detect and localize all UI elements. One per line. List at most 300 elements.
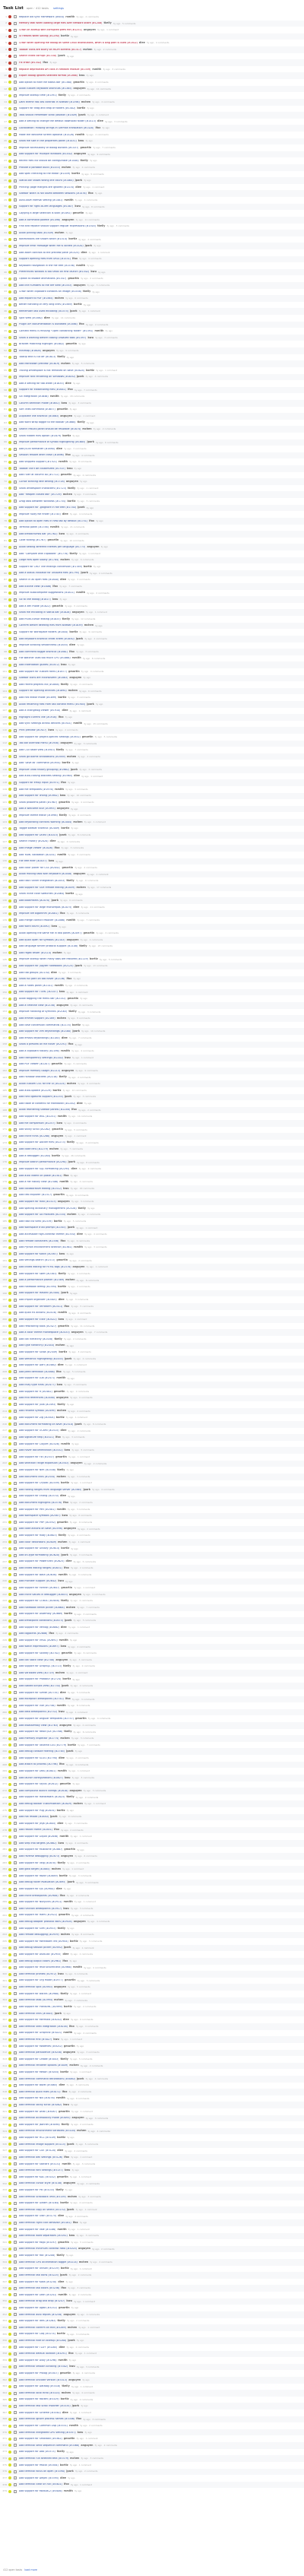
task-author[interactable]: gmartin [67, 997, 79, 1001]
task-row[interactable] [0, 1591, 304, 1598]
task-title-link[interactable]: Add support for Bash (#2636) [19, 1573, 57, 1576]
task-row[interactable] [0, 1100, 304, 1107]
task-title-link[interactable]: Go to line dialog (#1817) [19, 598, 51, 601]
task-author[interactable]: kwu [59, 1252, 65, 1255]
task-title-link[interactable]: Add sync settings across devices (#1921) [19, 722, 72, 725]
task-row[interactable] [0, 570, 304, 577]
task-row[interactable] [0, 1140, 304, 1147]
task-row[interactable] [0, 557, 304, 564]
task-title-link[interactable]: Add folding ranges from language server (#2565) [19, 1488, 82, 1491]
task-title-link[interactable]: Add debug hover evaluation (#2895) [19, 1881, 66, 1884]
task-title-link[interactable]: Add support for Erlang (#2570) [19, 1495, 59, 1498]
task-title-link[interactable]: Add support for Meson (#3054) [19, 2071, 59, 2073]
task-title-link[interactable]: Add support for Smalltalk (#3362) [19, 2438, 62, 2441]
task-author[interactable]: rsmith [54, 787, 64, 791]
task-row[interactable] [0, 773, 304, 780]
task-title-link[interactable]: Printing: page margins are ignored (#1470) [19, 186, 74, 189]
task-author[interactable]: mchen [66, 1081, 77, 1085]
task-row[interactable] [0, 924, 304, 931]
task-title-link[interactable]: Add support for Rust (#2323) [19, 1200, 56, 1203]
task-row[interactable] [0, 1742, 304, 1749]
task-row[interactable] [0, 2364, 304, 2371]
task-author[interactable]: mchen [60, 1736, 70, 1740]
task-author[interactable]: gmartin [52, 604, 64, 608]
task-author[interactable]: jpark [81, 571, 88, 575]
task-title-link[interactable]: Crash when clipboard contains an image (#1558) [19, 290, 81, 293]
task-title-link[interactable]: Preferences window is too small on first launch (#1542) [19, 271, 90, 274]
task-row[interactable] [0, 2141, 304, 2148]
task-title-link[interactable]: Add terminal right click behavior (#3181) [19, 2222, 71, 2225]
task-author[interactable]: gmartin [74, 1717, 87, 1721]
task-row[interactable] [0, 1991, 304, 1997]
task-row[interactable] [0, 1231, 304, 1238]
task-row[interactable] [0, 367, 304, 374]
task-title-link[interactable]: Add terminal environment variables (#3104) [19, 2130, 76, 2133]
task-title-link[interactable]: Add terminal split (#2983) [19, 1986, 52, 1989]
task-title-link[interactable]: Add support for KDL (#3142) [19, 2175, 56, 2178]
task-author[interactable]: bortiz [59, 1350, 68, 1353]
task-title-link[interactable]: Status bar shows wrong line count (#1464) [19, 179, 74, 182]
task-author[interactable]: mchen [67, 1213, 77, 1217]
task-row[interactable] [0, 1604, 304, 1611]
task-author[interactable]: tkelly [57, 1861, 65, 1864]
task-title-link[interactable]: Add terminal tab icons (#3225) [19, 2273, 59, 2276]
task-row[interactable] [0, 2187, 304, 2194]
task-row[interactable] [0, 2056, 304, 2063]
task-row[interactable] [0, 688, 304, 695]
task-title-link[interactable]: Improve diff algorithm (#2081) [19, 912, 59, 915]
task-title-link[interactable]: Add line numbers to the diff view (#1553) [19, 284, 72, 287]
task-row[interactable] [0, 472, 304, 479]
task-row[interactable] [0, 1624, 304, 1631]
task-title-link[interactable]: Add terminal scrollback limit (#3159) [19, 2195, 66, 2198]
task-row[interactable] [0, 335, 304, 341]
task-title-link[interactable]: Add support for Assembly (#2669) [19, 1613, 63, 1616]
task-author[interactable]: rsmith [56, 1507, 66, 1511]
task-author[interactable]: rsmith [57, 1115, 67, 1118]
task-author[interactable]: rsmith [63, 1900, 73, 1904]
task-title-link[interactable]: Add terminal command decorations (#3060) [19, 2077, 75, 2080]
task-author[interactable]: rsmith [58, 460, 68, 464]
task-author[interactable]: lfox [54, 1828, 59, 1832]
task-title-link[interactable]: Add a color theme marketplace (#2433) [19, 1331, 70, 1334]
task-title-link[interactable]: Add word count (#2092) [19, 925, 50, 928]
task-author[interactable]: rsmith [62, 2162, 71, 2165]
task-row[interactable] [0, 563, 304, 570]
task-title-link[interactable]: Add inline values in debugger (#2653) [19, 1593, 68, 1596]
task-title-link[interactable]: Add a command palette (#1498) [19, 218, 61, 221]
task-title-link[interactable]: Add support for Docker files (#2273) [19, 1141, 65, 1144]
task-title-link[interactable]: Add goto target (#2884) [19, 1868, 50, 1871]
task-title-link[interactable]: Add breakpoint conditions (#2675) [19, 1619, 63, 1622]
task-row[interactable] [0, 1814, 304, 1821]
task-title-link[interactable]: Add table of contents for Markdown (#2240) [19, 1102, 75, 1105]
task-row[interactable] [0, 1120, 304, 1127]
task-title-link[interactable]: Add support for PHP (#2592) [19, 1521, 55, 1524]
task-row[interactable] [0, 27, 304, 33]
task-author[interactable]: dlee [56, 446, 63, 450]
task-author[interactable]: gmartin [53, 1193, 65, 1197]
task-author[interactable]: mchen [54, 1998, 64, 2002]
task-row[interactable] [0, 1664, 304, 1670]
task-author[interactable]: rsmith [73, 722, 83, 725]
task-title-link[interactable]: Trailing whitespace is not removed on save (#1624) [19, 369, 85, 372]
task-title-link[interactable]: Add inline breakpoints (#2906) [19, 1894, 59, 1897]
task-title-link[interactable]: Add Python environment selector (#2361) [19, 1246, 72, 1249]
task-author[interactable]: anguyen [69, 676, 82, 680]
task-row[interactable] [0, 1251, 304, 1258]
task-author[interactable]: anguyen [55, 1658, 68, 1661]
task-row[interactable] [0, 1198, 304, 1205]
task-author[interactable]: kwu [69, 2365, 75, 2368]
task-row[interactable] [0, 1820, 304, 1827]
task-row[interactable] [0, 1349, 304, 1356]
task-author[interactable]: tkelly [56, 2254, 65, 2257]
task-row[interactable] [0, 727, 304, 734]
task-title-link[interactable]: Add code lens (#2279) [19, 1148, 48, 1151]
task-author[interactable]: rsmith [65, 14, 75, 18]
task-author[interactable]: tkelly [63, 1664, 71, 1668]
task-row[interactable] [0, 1657, 304, 1664]
task-row[interactable] [0, 596, 304, 603]
task-row[interactable] [0, 66, 304, 73]
task-author[interactable]: tkelly [60, 2057, 68, 2060]
task-title-link[interactable]: Show file encoding in status bar (#1828) [19, 611, 71, 614]
task-title-link[interactable]: Add refactoring tools (#2427) [19, 1324, 57, 1328]
task-row[interactable] [0, 1539, 304, 1546]
task-author[interactable]: bortiz [69, 1939, 78, 1943]
task-row[interactable] [0, 256, 304, 263]
task-author[interactable]: mchen [66, 754, 77, 758]
task-row[interactable] [0, 99, 304, 106]
task-row[interactable] [0, 1087, 304, 1094]
task-row[interactable] [0, 2246, 304, 2253]
task-row[interactable] [0, 760, 304, 766]
task-title-link[interactable]: Add option to hide the status bar (#1380) [19, 81, 72, 84]
task-author[interactable]: rsmith [56, 1376, 66, 1380]
task-author[interactable]: anguyen [55, 1396, 68, 1400]
task-title-link[interactable]: Support for opening archives (#1894) [19, 690, 67, 693]
task-row[interactable] [0, 2239, 304, 2246]
task-row[interactable] [0, 1401, 304, 1408]
task-author[interactable]: lfox [76, 2417, 82, 2421]
task-title-link[interactable]: Add support for WSL (#2251) [19, 1115, 56, 1118]
task-row[interactable] [0, 1343, 304, 1350]
task-author[interactable]: bortiz [62, 433, 71, 437]
task-row[interactable] [0, 1892, 304, 1899]
task-author[interactable]: jpark [61, 1291, 68, 1295]
task-row[interactable] [0, 668, 304, 675]
task-row[interactable] [0, 675, 304, 682]
task-row[interactable] [0, 1395, 304, 1402]
task-title-link[interactable]: Export dialog ignores selected format (#1366) [19, 75, 78, 78]
task-author[interactable]: gmartin [56, 408, 68, 411]
task-row[interactable] [0, 1172, 304, 1179]
task-row[interactable] [0, 590, 304, 597]
task-author[interactable]: kwu [63, 2103, 69, 2107]
task-row[interactable] [0, 1644, 304, 1651]
task-row[interactable] [0, 721, 304, 728]
task-row[interactable] [0, 1513, 304, 1520]
task-title-link[interactable]: Plugin API documentation is outdated (#1586) [19, 323, 78, 326]
task-author[interactable]: bortiz [60, 2201, 69, 2205]
task-author[interactable]: tkelly [55, 747, 65, 751]
task-author[interactable]: kwu [58, 1579, 64, 1583]
task-row[interactable] [0, 387, 304, 394]
task-title-link[interactable]: Add file comparison (#2257) [19, 1121, 55, 1125]
task-title-link[interactable]: Add call hierarchy (#2438) [19, 1337, 53, 1340]
task-row[interactable] [0, 275, 304, 282]
task-row[interactable] [0, 1677, 304, 1683]
task-author[interactable]: kwu [56, 1383, 63, 1387]
task-title-link[interactable]: Add indentation guides (#1872) [19, 663, 60, 666]
task-author[interactable]: dlee [62, 2018, 69, 2022]
task-title-link[interactable]: Tab bar overflow menu (#1938) [19, 742, 59, 745]
task-author[interactable]: anguyen [83, 27, 96, 31]
task-author[interactable]: anguyen [87, 545, 100, 549]
task-row[interactable] [0, 1166, 304, 1172]
task-author[interactable]: jpark [87, 440, 94, 444]
task-title-link[interactable]: Improve accessibility of dialog buttons (#1437) [19, 146, 79, 149]
task-title-link[interactable]: Keyboard navigation in the file tree (#1536) [19, 264, 74, 267]
task-row[interactable] [0, 694, 304, 701]
task-title-link[interactable]: Add spell checking to the editor (#1459) [19, 173, 71, 176]
task-author[interactable]: rsmith [59, 1638, 68, 1642]
task-row[interactable] [0, 2016, 304, 2023]
task-author[interactable]: bortiz [58, 696, 67, 700]
task-title-link[interactable]: Add support for Org mode (#2977) [19, 1979, 63, 1982]
task-row[interactable] [0, 1833, 304, 1840]
task-row[interactable] [0, 407, 304, 414]
task-title-link[interactable]: Add terminal shell integration (#3016) [19, 2025, 68, 2028]
task-author[interactable]: lfox [52, 584, 59, 588]
task-row[interactable] [0, 1978, 304, 1984]
task-title-link[interactable]: Add debug toolbar customization (#2829) [19, 1803, 72, 1806]
task-author[interactable]: jpark [72, 1029, 80, 1033]
task-row[interactable] [0, 1585, 304, 1591]
task-author[interactable]: gmartin [63, 2437, 75, 2441]
task-title-link[interactable]: Add data breakpoints (#2752) [19, 1711, 58, 1714]
task-row[interactable] [0, 642, 304, 649]
task-row[interactable] [0, 1794, 304, 1801]
task-author[interactable]: kwu [74, 205, 81, 208]
task-title-link[interactable]: Add support for TOML (#2147) [19, 991, 58, 994]
task-title-link[interactable]: Add variables view (#2719) [19, 1671, 54, 1674]
task-row[interactable] [0, 1965, 304, 1972]
task-row[interactable] [0, 1480, 304, 1487]
task-row[interactable] [0, 2030, 304, 2037]
task-row[interactable] [0, 2219, 304, 2226]
task-row[interactable] [0, 308, 304, 315]
task-author[interactable]: jpark [75, 636, 84, 640]
task-title-link[interactable]: Add support for Go modules (#2334) [19, 1213, 66, 1217]
task-title-link[interactable]: Add auto-update (#2229) [19, 1089, 52, 1092]
task-title-link[interactable]: Add workspace trust prompt (#2345) [19, 1226, 66, 1229]
task-row[interactable] [0, 491, 304, 498]
task-row[interactable] [0, 1408, 304, 1415]
task-row[interactable] [0, 1061, 304, 1068]
task-row[interactable] [0, 1997, 304, 2004]
task-author[interactable]: jpark [78, 506, 85, 509]
task-author[interactable]: kwu [61, 662, 67, 666]
task-row[interactable] [0, 1912, 304, 1919]
task-row[interactable] [0, 1932, 304, 1939]
task-row[interactable] [0, 655, 304, 662]
task-author[interactable]: rsmith [55, 2096, 65, 2100]
task-row[interactable] [0, 1212, 304, 1219]
task-author[interactable]: jpark [74, 178, 83, 182]
task-title-link[interactable]: Add a zen mode (#1822) [19, 604, 51, 608]
task-row[interactable] [0, 2409, 304, 2416]
task-author[interactable]: gmartin [58, 1324, 69, 1328]
task-author[interactable]: lfox [61, 780, 67, 784]
task-title-link[interactable]: Search index corrupt (#1330) [19, 55, 57, 58]
task-author[interactable]: jpark [51, 898, 59, 902]
task-row[interactable] [0, 164, 304, 171]
task-row[interactable] [0, 1113, 304, 1120]
task-author[interactable]: jpark [61, 1553, 68, 1556]
task-title-link[interactable]: Add support for VHDL (#2691) [19, 1639, 58, 1642]
task-row[interactable] [0, 2370, 304, 2377]
task-title-link[interactable]: Add a debugger (#2284) [19, 1154, 51, 1157]
task-title-link[interactable]: Allow setting different themes per language (#1773) [19, 546, 86, 549]
task-author[interactable]: anguyen [71, 1331, 84, 1334]
task-title-link[interactable]: Provide a portable build (#1453) [19, 166, 61, 169]
task-row[interactable] [0, 400, 304, 407]
task-row[interactable] [0, 1160, 304, 1166]
task-title-link[interactable]: Add color decorators (#2609) [19, 1540, 57, 1543]
task-row[interactable] [0, 1127, 304, 1134]
task-author[interactable]: tkelly [67, 486, 76, 490]
task-author[interactable]: jpark [67, 2142, 74, 2146]
task-author[interactable]: rsmith [71, 656, 81, 660]
task-author[interactable]: bortiz [86, 368, 94, 372]
task-title-link[interactable]: Add transparency settings (#2202) [19, 1056, 64, 1059]
task-title-link[interactable]: Add comment toggle shortcut (#1861) [19, 650, 68, 653]
task-author[interactable]: dlee [60, 1625, 67, 1629]
task-title-link[interactable]: Add call stack view (#2708) [19, 1658, 55, 1661]
task-title-link[interactable]: Add support for Starlark (#3131) [19, 2162, 61, 2165]
task-author[interactable]: lfox [59, 912, 65, 915]
task-author[interactable]: mchen [70, 2456, 80, 2460]
task-row[interactable] [0, 525, 304, 531]
task-title-link[interactable]: Add a clipboard history (#2196) [19, 1049, 59, 1052]
task-title-link[interactable]: Add word wrap toggle to the toolbar (#1668) [19, 421, 76, 424]
task-row[interactable] [0, 1781, 304, 1788]
task-author[interactable]: gmartin [61, 1651, 73, 1654]
task-author[interactable]: dlee [57, 1821, 64, 1825]
task-author[interactable]: bortiz [56, 1808, 65, 1812]
task-author[interactable]: lfox [58, 715, 64, 719]
task-title-link[interactable]: Add color picker for CSS (#2042) [19, 866, 61, 869]
task-author[interactable]: dlee [74, 774, 81, 778]
task-title-link[interactable]: Add support for Pascal (#3384) [19, 2463, 59, 2467]
task-title-link[interactable]: Add terminal font settings (#3137) [19, 2169, 63, 2172]
task-author[interactable]: lfox [63, 1500, 69, 1504]
task-author[interactable]: jpark [59, 833, 67, 836]
task-author[interactable]: mchen [55, 1344, 65, 1347]
task-author[interactable]: dlee [71, 1166, 78, 1170]
task-row[interactable] [0, 1722, 304, 1729]
task-author[interactable]: kwu [48, 859, 55, 863]
task-author[interactable]: bortiz [60, 2267, 69, 2270]
task-title-link[interactable]: Add terminal word separators (#3192) [19, 2235, 68, 2238]
task-author[interactable]: mchen [56, 1474, 66, 1478]
task-title-link[interactable]: Add support for Datalog (#3318) [19, 2385, 61, 2388]
task-author[interactable]: tkelly [78, 1206, 86, 1210]
task-author[interactable]: kwu [58, 1972, 64, 1975]
task-title-link[interactable]: Add support for COBOL (#2658) [19, 1600, 60, 1603]
task-title-link[interactable]: Add terminal tab colors (#3236) [19, 2287, 60, 2290]
task-title-link[interactable]: Add task runner integration (#2053) [19, 880, 65, 883]
task-title-link[interactable]: Add zoom controls to the preview pane (#1525) [19, 251, 80, 254]
task-row[interactable] [0, 2331, 304, 2338]
task-row[interactable] [0, 315, 304, 322]
task-title-link[interactable]: Add "Reopen closed tab" (#1729) [19, 493, 62, 496]
task-row[interactable] [0, 1546, 304, 1553]
task-author[interactable]: kwu [53, 2037, 59, 2041]
task-title-link[interactable]: Add support for Mojo (#3197) [19, 2241, 57, 2244]
task-row[interactable] [0, 2416, 304, 2423]
task-author[interactable]: mchen [78, 2260, 89, 2264]
task-author[interactable]: dlee [58, 1298, 65, 1302]
task-row[interactable] [0, 125, 304, 132]
task-row[interactable] [0, 603, 304, 610]
task-title-link[interactable]: Add support for Vale (#3186) [19, 2228, 56, 2231]
task-author[interactable]: bortiz [60, 34, 69, 38]
task-title-link[interactable]: Show whitespace characters (#1723) [19, 487, 66, 490]
task-author[interactable]: mchen [76, 885, 86, 889]
task-row[interactable] [0, 2121, 304, 2128]
task-title-link[interactable]: Cursor blinking rate setting (#1718) [19, 480, 65, 483]
task-author[interactable]: mchen [60, 558, 70, 562]
task-row[interactable] [0, 832, 304, 839]
task-title-link[interactable]: Add Markdown preview (#1619) [19, 362, 60, 365]
task-author[interactable]: mchen [81, 100, 91, 103]
task-row[interactable] [0, 1840, 304, 1847]
task-title-link[interactable]: Add support for Scheme (#3340) [19, 2411, 61, 2414]
task-row[interactable] [0, 2194, 304, 2200]
task-author[interactable]: rsmith [57, 1769, 67, 1772]
task-author[interactable]: rsmith [75, 132, 85, 136]
task-author[interactable]: jpark [76, 2076, 84, 2080]
task-row[interactable] [0, 1264, 304, 1271]
task-author[interactable]: anguyen [68, 1592, 81, 1596]
task-row[interactable] [0, 2279, 304, 2286]
task-title-link[interactable]: Add support for SQL formatting (#2295) [19, 1167, 70, 1170]
task-row[interactable] [0, 1454, 304, 1461]
task-row[interactable] [0, 1441, 304, 1448]
task-author[interactable]: lfox [87, 192, 93, 195]
task-author[interactable]: kwu [48, 728, 54, 732]
task-author[interactable]: anguyen [53, 1985, 66, 1989]
task-row[interactable] [0, 1363, 304, 1369]
task-author[interactable]: bortiz [62, 761, 71, 765]
task-title-link[interactable]: Replace deprecated API calls in network module (#1359) [19, 68, 91, 71]
task-row[interactable] [0, 1153, 304, 1160]
task-author[interactable]: jpark [87, 702, 94, 706]
task-row[interactable] [0, 1559, 304, 1566]
task-author[interactable]: lfox [65, 1697, 71, 1701]
task-title-link[interactable]: Add support for Handlebars (#2823) [19, 1796, 65, 1799]
task-row[interactable] [0, 2384, 304, 2390]
task-row[interactable] [0, 1827, 304, 1834]
task-row[interactable] [0, 485, 304, 492]
task-row[interactable] [0, 2357, 304, 2364]
task-author[interactable]: bortiz [83, 564, 92, 568]
task-row[interactable] [0, 1245, 304, 1252]
task-row[interactable] [0, 295, 304, 302]
